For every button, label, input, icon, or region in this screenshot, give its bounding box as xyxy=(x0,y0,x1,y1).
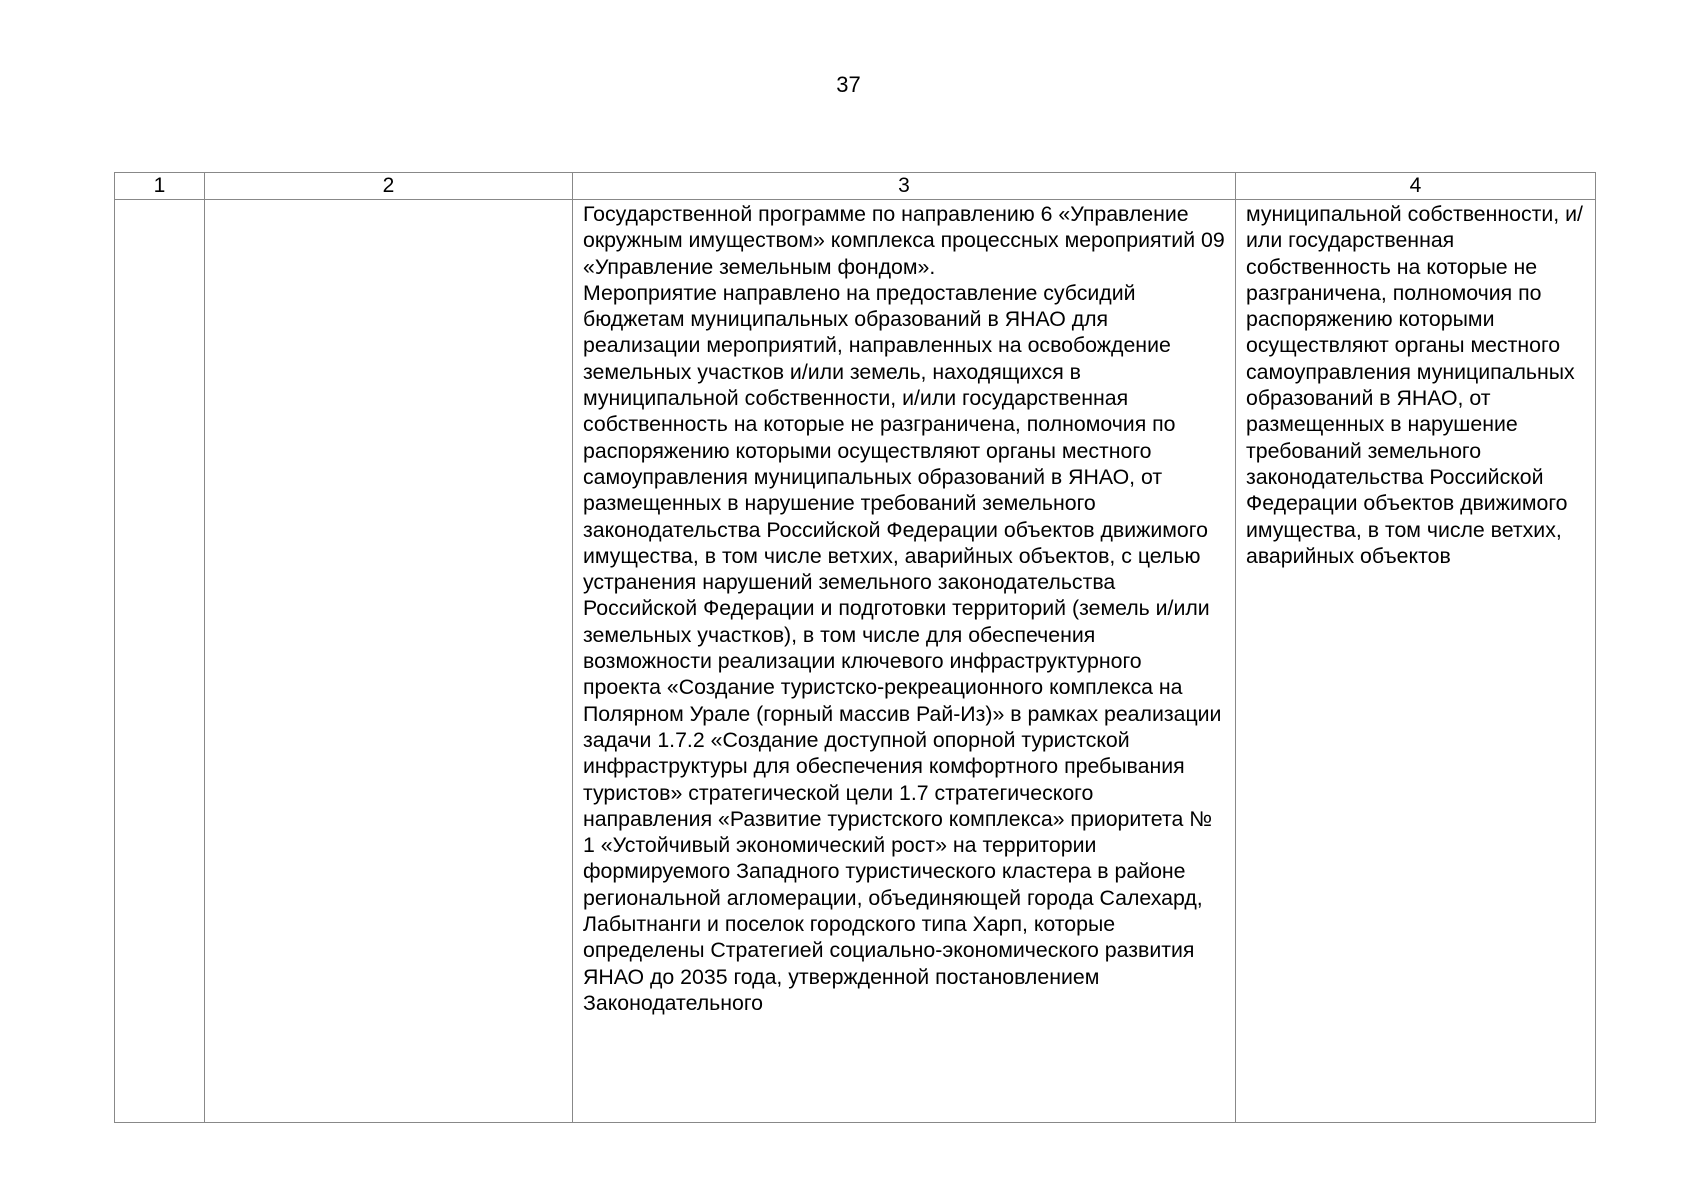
table-row xyxy=(115,200,1596,1123)
cell-col-1 xyxy=(115,200,205,1123)
cell-col-4-text: муниципальной собственности, и/или государственная собственность на которые не разграничена, полномочия по распоряжению которыми осуществляют органы местного самоуправления муниципальных образований в ЯНАО, от размещенных в нарушение требований земельного законодательства Российской Федерации объектов движимого имущества, в том числе ветхих, аварийных объектов xyxy=(1246,202,1583,568)
cell-col-3-text xyxy=(573,200,1235,1016)
description-paragraph-2: Мероприятие направлено на предоставление субсидий бюджетам муниципальных образований в ЯНАО для реализации мероприятий, направленных на освобождение земельных участков и/или земель, находящихся в муниципальной собственности, и/или государственная собственность на которые не разграничена, полномочия по распоряжению которыми осуществляют органы местного самоуправления муниципальных образований в ЯНАО, от размещенных в нарушение требований земельного законодательства Российской Федерации объектов движимого имущества, в том числе ветхих, аварийных объектов, с целью устранения нарушений земельного законодательства Российской Федерации и подготовки территорий (земель и/или земельных участков), в том числе для обеспечения возможности реализации ключевого инфраструктурного проекта «Создание туристско-рекреационного комплекса на Полярном Урале (горный массив Рай-Из)» в рамках реализации задачи 1.7.2 «Создание доступной опорной туристской инфраструктуры для обеспечения комфортного пребывания туристов» стратегической цели 1.7 стратегического направления «Развитие туристского комплекса» приоритета № 1 «Устойчивый экономический рост» на территории формируемого Западного туристического кластера в районе региональной агломерации, объединяющей города Салехард, Лабытнанги и поселок городского типа Харп, которые определены Стратегией социально-экономического развития ЯНАО до 2035 года, утвержденной постановлением Законодательного xyxy=(583,280,1222,1015)
cell-col-3 xyxy=(573,200,1236,1123)
table-header-row xyxy=(115,173,1596,200)
document-table xyxy=(114,172,1596,1123)
page-number: 37 xyxy=(836,72,861,97)
column-header-1: 1 xyxy=(115,173,205,200)
cell-col-1-text xyxy=(115,200,204,201)
cell-col-2 xyxy=(205,200,573,1123)
column-header-4: 4 xyxy=(1236,173,1596,200)
cell-col-2-text xyxy=(205,200,572,201)
description-paragraph-1: Государственной программе по направлению 6 «Управление окружным имуществом» комплекса процессных мероприятий 09 «Управление земельным фондом». xyxy=(583,202,1225,279)
column-header-3: 3 xyxy=(573,173,1236,200)
cell-col-4 xyxy=(1236,200,1596,1123)
column-header-2: 2 xyxy=(205,173,573,200)
